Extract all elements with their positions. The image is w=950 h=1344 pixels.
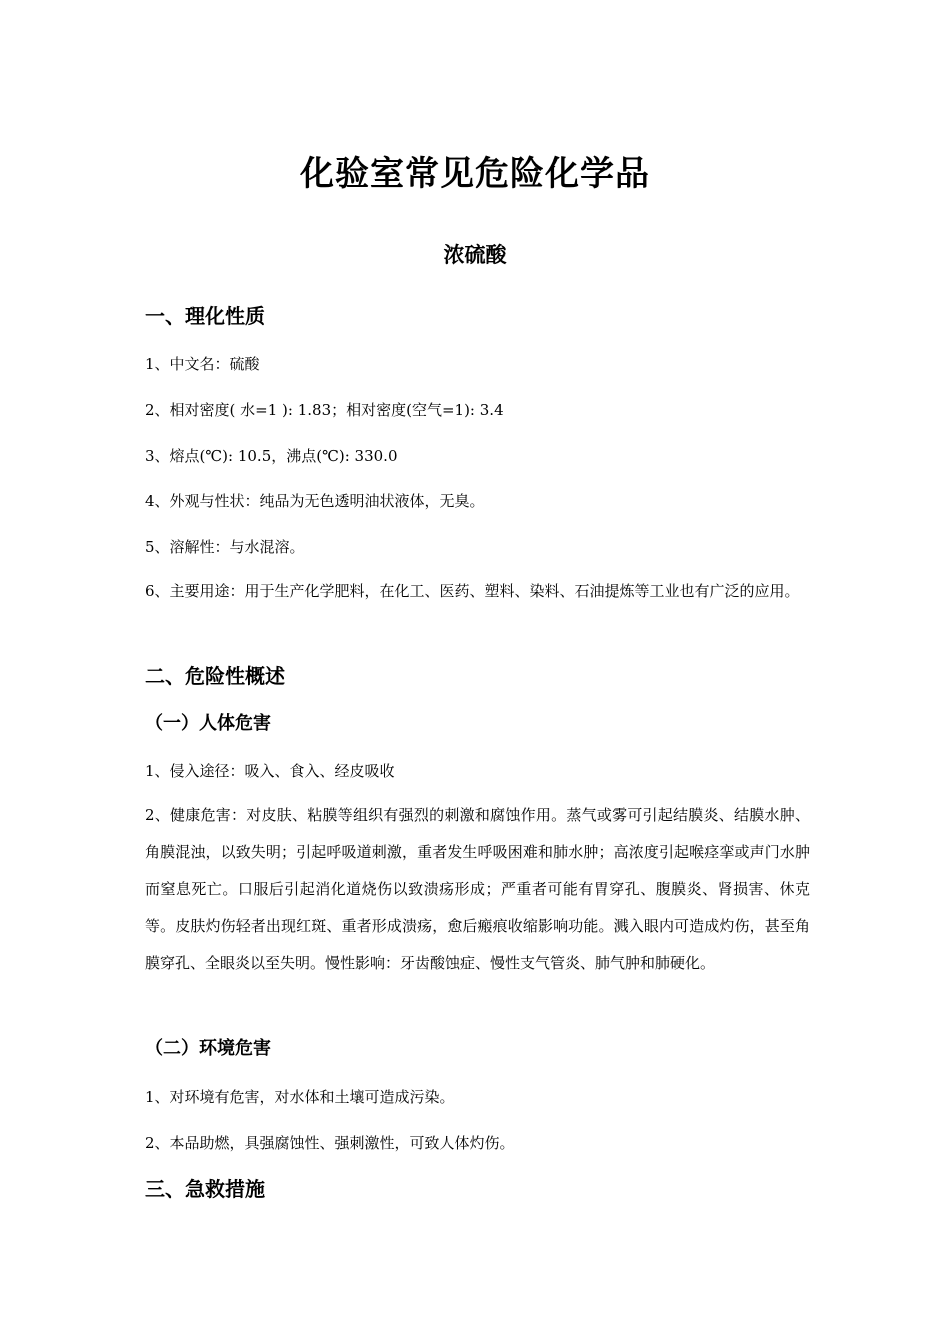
document-title: 化验室常见危险化学品 xyxy=(300,154,650,194)
environment-item: 1、对环境有危害，对水体和土壤可造成污染。 xyxy=(145,1088,455,1106)
hazard-item: 1、侵入途径：吸入、食入、经皮吸收 xyxy=(145,762,395,780)
property-item: 6、主要用途：用于生产化学肥料，在化工、医药、塑料、染料、石油提炼等工业也有广泛的应用。 xyxy=(145,582,800,600)
subsection-heading-health: （一）人体危害 xyxy=(145,713,271,734)
property-item: 1、中文名：硫酸 xyxy=(145,355,260,373)
environment-item: 2、本品助燃，具强腐蚀性、强刺激性，可致人体灼伤。 xyxy=(145,1134,515,1152)
property-item: 3、熔点(℃): 10.5，沸点(℃): 330.0 xyxy=(145,447,398,465)
document-subtitle: 浓硫酸 xyxy=(443,243,507,267)
property-item: 2、相对密度( 水=1 ): 1.83；相对密度(空气=1): 3.4 xyxy=(145,401,504,419)
hazard-item: 2、健康危害：对皮肤、粘膜等组织有强烈的刺激和腐蚀作用。蒸气或雾可引起结膜炎、结膜水肿、角膜混浊，以致失明；引起呼吸道刺激，重者发生呼吸困难和肺水肿；高浓度引起喉痉挛或声门水肿而窒息死亡。口服后引起消化道烧伤以致溃疡形成；严重者可能有胃穿孔、腹膜炎、肾损害、休克等。皮肤灼伤轻者出现红斑、重者形成溃疡，愈后瘢痕收缩影响功能。溅入眼内可造成灼伤，甚至角膜穿孔、全眼炎以至失明。慢性影响：牙齿酸蚀症、慢性支气管炎、肺气肿和肺硬化。 xyxy=(145,806,810,972)
section-heading-hazards: 二、危险性概述 xyxy=(145,664,285,688)
section-heading-properties: 一、理化性质 xyxy=(145,304,265,328)
subsection-heading-environment: （二）环境危害 xyxy=(145,1038,271,1059)
section-heading-first-aid: 三、急救措施 xyxy=(145,1177,265,1201)
property-item: 5、溶解性：与水混溶。 xyxy=(145,538,305,556)
property-item: 4、外观与性状：纯品为无色透明油状液体，无臭。 xyxy=(145,492,485,510)
